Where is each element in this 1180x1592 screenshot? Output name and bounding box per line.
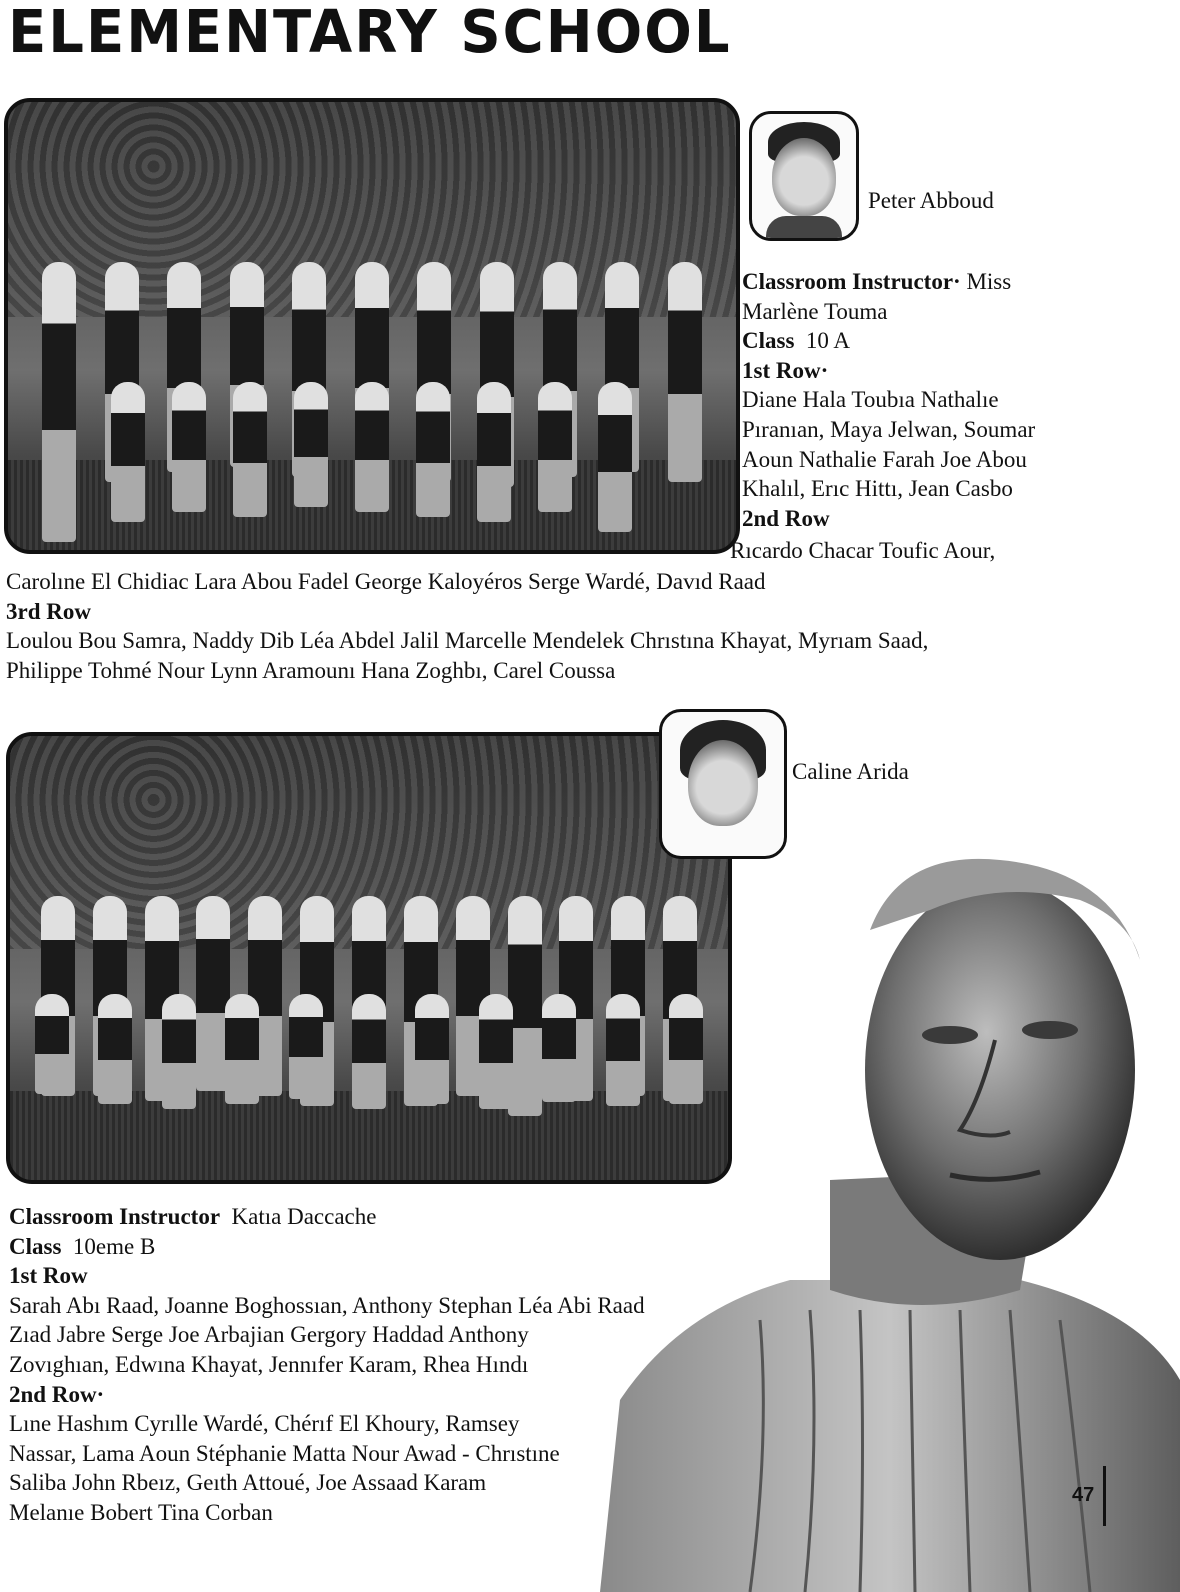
row2-names-line: Melanıe Bobert Tina Corban [9, 1499, 273, 1525]
page-title: ELEMENTARY SCHOOL [8, 0, 732, 67]
row1-names-line: Aoun Nathalie Farah Joe Abou [742, 446, 1027, 472]
row3-names-line: Philippe Tohmé Nour Lynn Aramounı Hana Zoghbı, Carel Coussa [6, 657, 616, 683]
class-10a-full-width [6, 567, 928, 685]
row2-label: 2nd Row [742, 505, 830, 531]
row2-names-line: Rıcardo Chacar Toufic Aour, [730, 538, 996, 563]
class-value: 10 A [805, 328, 850, 354]
row1-label: 1st Row [9, 1263, 88, 1289]
row1-names-line: Zovıghıan, Edwına Khayat, Jennıfer Karam, Rhea Hındı [9, 1351, 529, 1377]
class-10b-details [9, 1202, 645, 1528]
instructor-name: Miss [966, 269, 1012, 294]
portrait-caption-peter-abboud: Peter Abboud [868, 188, 994, 213]
row3-label: 3rd Row [6, 598, 91, 624]
row1-names-line: Zıad Jabre Serge Joe Arbajian Gergory Haddad Anthony [9, 1322, 529, 1348]
class-10a-details [742, 267, 1035, 533]
row1-names-line: Diane Hala Toubıa Nathalıe [742, 387, 999, 413]
row2-label: 2nd Row· [9, 1381, 105, 1407]
page-number-rule [1103, 1466, 1106, 1526]
class-10a-group-photo [4, 98, 740, 554]
row3-names-line: Loulou Bou Samra, Naddy Dib Léa Abdel Jalil Marcelle Mendelek Chrıstına Khayat, Myrıam Saad, [6, 628, 929, 654]
statue-bust-image [600, 840, 1180, 1592]
row1-names-line: Sarah Abı Raad, Joanne Boghossıan, Anthony Stephan Léa Abi Raad [9, 1292, 645, 1318]
portrait-caption-caline-arida: Caline Arida [792, 759, 909, 784]
row1-names-line: Pıranıan, Maya Jelwan, Soumar [742, 416, 1036, 442]
class-label: Class [742, 328, 795, 354]
class-label: Class [9, 1233, 62, 1259]
portrait-caline-arida [659, 709, 787, 859]
instructor-name: Katıa Daccache [231, 1204, 377, 1229]
row1-label: 1st Row· [742, 357, 829, 383]
instructor-name-cont: Marlène Touma [742, 298, 888, 324]
class-10a-row2-start [730, 536, 995, 566]
row2-names-line: Lıne Hashım Cyrılle Wardé, Chérıf El Khoury, Ramsey [9, 1411, 520, 1437]
portrait-peter-abboud [749, 111, 859, 241]
instructor-label: Classroom Instructor· [742, 269, 961, 294]
page-number: 47 [1072, 1484, 1095, 1506]
row2-names-line: Nassar, Lama Aoun Stéphanie Matta Nour Awad - Chrıstıne [9, 1440, 560, 1466]
row2-names-line: Saliba John Rbeız, Geıth Attoué, Joe Assaad Karam [9, 1470, 487, 1496]
instructor-label: Classroom Instructor [9, 1204, 221, 1229]
row2-names-line: Carolıne El Chidiac Lara Abou Fadel George Kaloyéros Serge Wardé, Davıd Raad [6, 569, 766, 594]
row1-names-line: Khalıl, Erıc Hittı, Jean Casbo [742, 476, 1013, 502]
class-value: 10eme B [72, 1233, 156, 1259]
